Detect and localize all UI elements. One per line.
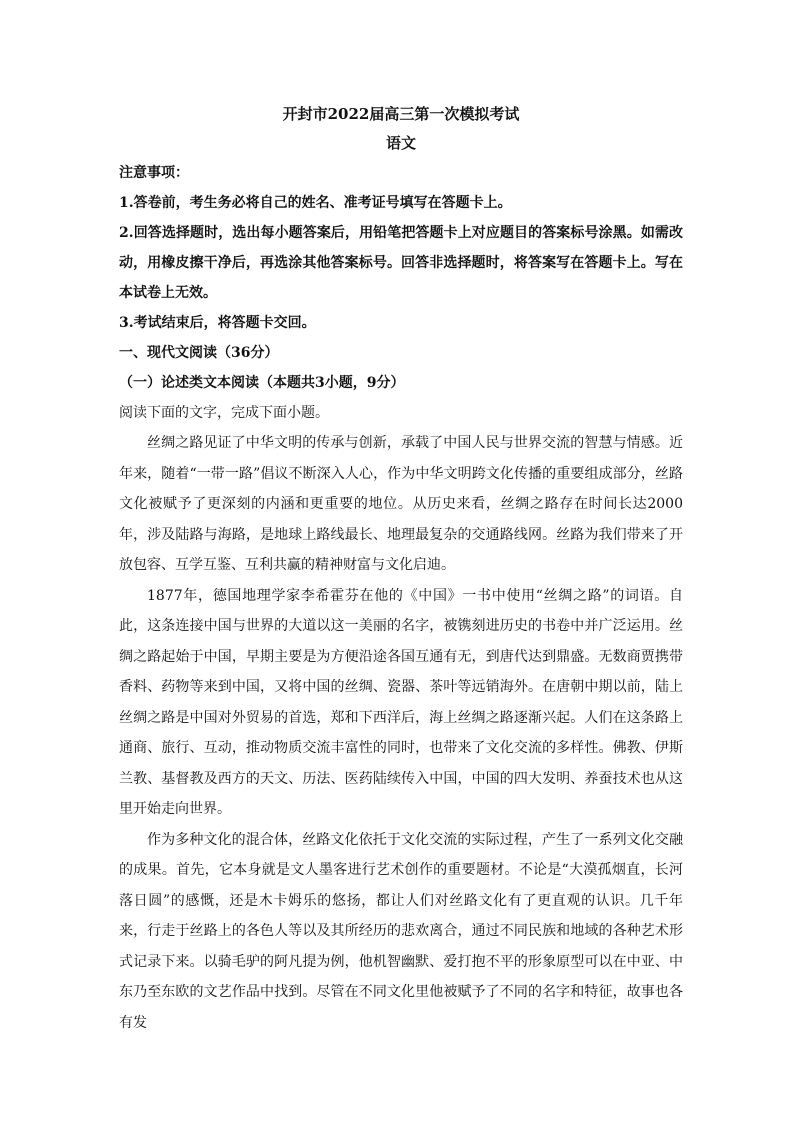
article-paragraph-3: 作为多种文化的混合体，丝路文化依托于文化交流的实际过程，产生了一系列文化交融的成果。首先，它本身就是文人墨客进行艺术创作的重要题材。不论是“大漠孤烟直，长河落日圆”的感慨，还是木卡姆乐的悠扬，都让人们对丝路文化有了更直观的认识。几千年来，行走于丝路上的各色人等以及其所经历的悲欢离合，通过不同民族和地域的各种艺术形式记录下来。以骑毛驴的阿凡提为例，他机智幽默、爱打抱不平的形象原型可以在中亚、中东乃至东欧的文艺作品中找到。尽管在不同文化里他被赋予了不同的名字和特征，故事也各有发 bbox=[119, 831, 683, 1031]
article-paragraph-2: 1877年，德国地理学家李希霍芬在他的《中国》一书中使用“丝绸之路”的词语。自此，这条连接中国与世界的大道以这一美丽的名字，被镌刻进历史的书卷中并广泛运用。丝绸之路起始于中国，早期主要是为方便沿途各国互通有无，到唐代达到鼎盛。无数商贾携带香料、药物等来到中国，又将中国的丝绸、瓷器、茶叶等远销海外。在唐朝中期以前，陆上丝绸之路是中国对外贸易的首选，郑和下西洋后，海上丝绸之路逐渐兴起。人们在这条路上通商、旅行、互动，推动物质交流丰富性的同时，也带来了文化交流的多样性。佛教、伊斯兰教、基督教及西方的天文、历法、医药陆续传入中国，中国的四大发明、养蚕技术也从这里开始走向世界。 bbox=[119, 587, 683, 817]
subsection-heading: （一）论述类文本阅读（本题共3小题，9分） bbox=[119, 375, 405, 391]
section-heading: 一、现代文阅读（36分） bbox=[119, 345, 279, 361]
notice-heading: 注意事项： bbox=[119, 165, 189, 181]
notice-item-2: 2.回答选择题时，选出每小题答案后，用铅笔把答题卡上对应题目的答案标号涂黑。如需改动，用橡皮擦干净后，再选涂其他答案标号。回答非选择题时，将答案写在答题卡上。写在本试卷上无效。 bbox=[119, 225, 683, 301]
exam-subject: 语文 bbox=[385, 134, 416, 152]
notice-item-1: 1.答卷前，考生务必将自己的姓名、准考证号填写在答题卡上。 bbox=[119, 195, 512, 211]
exam-title: 开封市2022届高三第一次模拟考试 bbox=[282, 105, 520, 123]
article-paragraph-1: 丝绸之路见证了中华文明的传承与创新，承载了中国人民与世界交流的智慧与情感。近年来，随着“一带一路”倡议不断深入人心，作为中华文明跨文化传播的重要组成部分，丝路文化被赋予了更深刻的内涵和更重要的地位。从历史来看，丝绸之路存在时间长达2000年，涉及陆路与海路，是地球上路线最长、地理最复杂的交通路线网。丝路为我们带来了开放包容、互学互鉴、互利共赢的精神财富与文化启迪。 bbox=[119, 435, 683, 573]
notice-item-3: 3.考试结束后，将答题卡交回。 bbox=[119, 315, 316, 331]
exam-page bbox=[119, 100, 683, 1038]
reading-instruction: 阅读下面的文字，完成下面小题。 bbox=[119, 405, 329, 421]
